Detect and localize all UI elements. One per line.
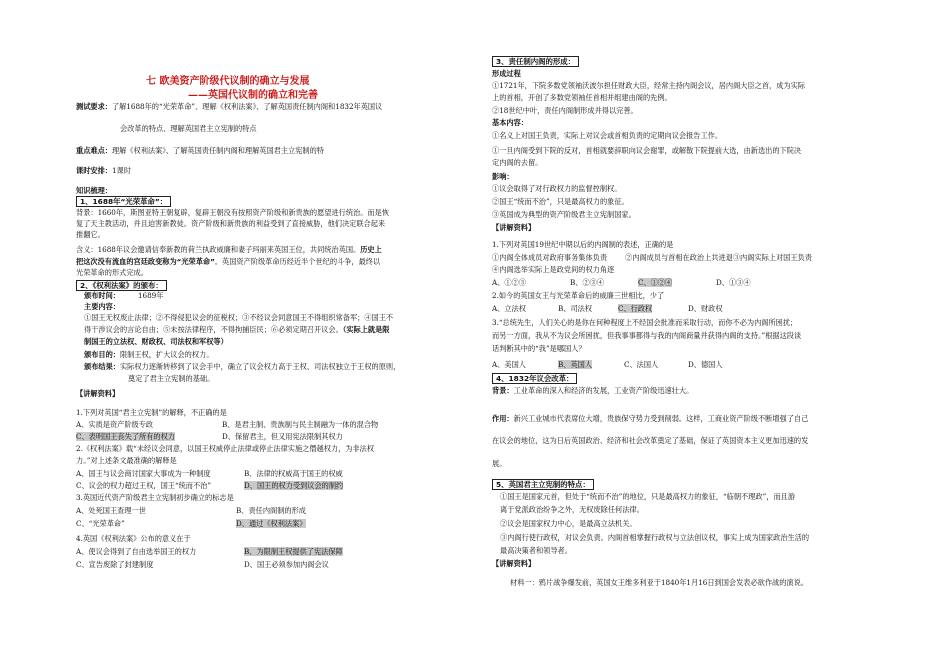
- s1-meaning-3: 光荣革命的形式完成。: [76, 268, 148, 277]
- q3-option-a: A、处死国王查理一世: [76, 506, 146, 515]
- r1-option-a: A、①②③: [492, 278, 526, 287]
- q1-option-b: B、是君主制、贵族制与民主制融为一体的混合物: [222, 420, 379, 429]
- s4-background: 背景：工业革命的深入和经济的发展，工业资产阶级迅速壮大。: [492, 386, 694, 395]
- q3-option-b: B、责任内阁制的形成: [236, 506, 306, 515]
- q3-option-d: D、通过《权利法案》: [236, 519, 307, 528]
- section-5-heading: 5、英国君主立宪制的特点：: [492, 479, 594, 490]
- q4-option-b: B、为限制王权提供了宪法保障: [244, 547, 343, 556]
- r1-item-4: ④内阁选举实际上是政党间的权力角逐: [492, 265, 615, 274]
- s3-influence-1: ①议会取得了对行政权力的监督控制权。: [492, 184, 622, 193]
- r1-items: ①内阁全体成员对政府事务集体负责 ②内阁成员与首相在政治上共进退③内阁实际上对国王负责: [492, 253, 812, 262]
- q1-option-d: D、保留君主，但又用宪法限制其权力: [222, 432, 343, 441]
- section-3-heading: 3、责任制内阁的形成：: [492, 56, 579, 67]
- s5-point-1: ①国王是国家元首，但处于“统而不治”的地位，只是最高权力的象征，“临朝不理政”，而且游: [500, 492, 796, 501]
- explain-heading: 【讲解资料】: [76, 389, 120, 398]
- s2-time: 颁布时间： 1689年: [84, 291, 164, 300]
- q3-stem: 3.英国近代资产阶级君主立宪制初步确立的标志是: [76, 493, 234, 502]
- r3-stem-3: 话判断其中的“我”是哪国人？: [492, 344, 586, 353]
- s1-background-1: 背景：1660年，斯图亚特王朝复辟，复辟王朝没有按照资产阶级和新贵族的愿望进行统治。而是恢: [76, 208, 389, 217]
- s3-basic-3: 定内阁的去留。: [492, 158, 543, 167]
- r2-option-d: D、财政权: [688, 304, 723, 313]
- s4-effect-2: 在议会的地位，这为日后英国政治、经济和社会改革奠定了基础，保证了英国资本主义更加迅速的发: [492, 436, 809, 445]
- class-hours: 课时安排：1课时: [76, 166, 131, 175]
- r3-stem-2: 而另一方面，我从不为议会所困扰，但我事事都得与我的内阁商量并获得内阁的支持。”根据这段谈: [492, 331, 802, 340]
- r2-stem: 2.如今的英国女王与光荣革命后的威廉三世相比，少了: [492, 291, 665, 300]
- q1-option-c: C、表明国王丧失了所有的权力: [76, 432, 175, 441]
- key-points: 重点难点：理解《权利法案》、了解英国责任制内阁和理解英国君主立宪制的特: [76, 146, 324, 155]
- s4-effect-1: 作用：新兴工业城市代表席位大增，贵族保守势力受到削弱。这样，工商业资产阶级不断增强了自己: [492, 414, 809, 423]
- q4-stem: 4.英国《权利法案》公布的意义在于: [76, 534, 191, 543]
- s3-basic-2: ①一旦内阁受到下院的反对，首相就要辞职向议会谢罪，或解散下院提前大选，由新选出的下院决: [492, 146, 802, 155]
- q2-stem-2: 力。”对上述条文最准确的解释是: [76, 456, 177, 465]
- s1-background-3: 推翻它。: [76, 230, 105, 239]
- explain-heading-3: 【讲解资料】: [492, 559, 536, 568]
- r2-option-b: B、司法权: [558, 304, 593, 313]
- s5-point-3: ③内阁行使行政权，对议会负责。内阁首相掌握行政权与立法创议权，事实上成为国家政治生活的: [500, 533, 810, 542]
- r2-option-c: C、行政权: [618, 304, 653, 313]
- q4-option-a: A、使议会得到了自由选举国王的权力: [76, 547, 197, 556]
- s2-content-1: ①国王无权废止法律；②不得侵犯议会的征税权；③不经议会同意国王不得组织常备军；④国王不: [84, 313, 394, 322]
- r3-stem-1: 3.“总统先生，人们关心的是你在何种程度上不经国会批准而采取行动，而你不必为内阁所困扰；: [492, 318, 798, 327]
- r1-option-c: C、①②④: [638, 278, 673, 287]
- r3-option-a: A、美国人: [492, 360, 526, 369]
- s1-meaning-1: 含义：1688年议会邀请信奉新教的荷兰执政威廉和妻子玛丽来英国王位，共同统治英国。历史上: [76, 245, 382, 254]
- r3-option-d: D、德国人: [688, 360, 723, 369]
- q2-option-d: D、国王的权力受到议会的制约: [244, 481, 344, 490]
- s2-goal: 颁布目的：限制王权，扩大议会的权力。: [84, 350, 214, 359]
- s3-basic-1: ①名义上对国王负责，实际上对议会或首相负责的定期向议会报告工作。: [492, 131, 723, 140]
- s2-content-label: 主要内容：: [84, 302, 120, 311]
- section-4-heading: 4、1832年议会改革：: [492, 373, 577, 384]
- requirements: 测试要求：了解1688年的“光荣革命”、理解《权利法案》、了解英国责任制内阁和1832年英国议: [76, 102, 383, 111]
- r1-option-d: D、①③④: [716, 278, 751, 287]
- s3-basic-label: 基本内容：: [492, 118, 528, 127]
- s5-point-1-cont: 离于党派政治纷争之外，无权废除任何法律。: [500, 505, 644, 514]
- s2-result-1: 颁布结果：实际权力逐渐转移到了议会手中，确立了议会权力高于王权、司法权独立于王权的原则，: [84, 362, 401, 371]
- section-1-heading: 1、1688年“光荣革命”：: [76, 196, 171, 207]
- s3-formation-1: ①1721年，下院多数党领袖沃波尔担任财政大臣，经常主持内阁会议，居内阁大臣之首，成为实际: [492, 81, 805, 90]
- q2-option-b: B、法律的权威高于国王的权威: [244, 469, 343, 478]
- s1-meaning-2: 把这次没有流血的宫廷政变称为“光荣革命”。英国资产阶级革命历经近半个世纪的斗争，最终以: [76, 257, 381, 266]
- page-title: 七 欧美资产阶级代议制的确立与发展: [146, 76, 310, 87]
- s3-formation-label: 形成过程: [492, 69, 521, 78]
- q1-option-a: A、实质是资产阶级专政: [76, 420, 154, 429]
- r3-option-b: B、英国人: [558, 360, 593, 369]
- q3-option-c: C、“光荣革命”: [76, 519, 125, 528]
- s3-influence-3: ③英国成为典型的资产阶级君主立宪制国家。: [492, 210, 636, 219]
- q2-option-c: C、议会的权力超过王权，国王“统而不治”: [76, 481, 212, 490]
- knowledge-heading: 知识梳理：: [76, 186, 112, 195]
- material-1: 材料一：鸦片战争爆发前，英国女王维多利亚于1840年1月16日到国会发表必欲作战的演说。: [510, 578, 808, 587]
- s2-content-3: 制国王的立法权、财政权、司法权和军权等）: [84, 337, 228, 346]
- s3-formation-3: ②18世纪中叶，责任内阁制形成并得以完善。: [492, 106, 638, 115]
- q1-stem: 1.下列对英国“君主立宪制”的解释，不正确的是: [76, 408, 227, 417]
- page-subtitle: ——英国代议制的确立和完善: [188, 90, 318, 101]
- q4-option-d: D、国王必须参加内阁会议: [244, 560, 329, 569]
- s3-formation-2: 上的首相，开创了多数党领袖任首相并组建由阁的先例。: [492, 93, 672, 102]
- explain-heading-2: 【讲解资料】: [492, 223, 536, 232]
- section-2-heading: 2、《权利法案》的颁布：: [76, 280, 167, 291]
- q4-option-c: C、宣告废除了封建制度: [76, 560, 154, 569]
- r1-stem: 1.下列对英国19世纪中期以后的内阁制的表述，正确的是: [492, 240, 674, 249]
- q2-option-a: A、国王与议会商讨国家大事成为一种制度: [76, 469, 211, 478]
- requirements-cont: 会改革的特点、理解英国君主立宪制的特点: [120, 124, 257, 133]
- s3-influence-label: 影响：: [492, 172, 514, 181]
- q2-stem-1: 2.《权利法案》载“未经议会同意，以国王权威停止法律或停止法律实施之僭越权力，为非法权: [76, 444, 375, 453]
- r2-option-a: A、立法权: [492, 304, 526, 313]
- r3-option-c: C、法国人: [624, 360, 659, 369]
- s3-influence-2: ②国王“统而不治”，只是最高权力的象征。: [492, 197, 629, 206]
- r1-option-b: B、②③④: [570, 278, 605, 287]
- s5-point-3-cont: 最高决策者和领导者。: [500, 546, 572, 555]
- s2-content-2: 得干涉议会的言论自由；⑤未按法律程序，不得拘捕臣民；⑥必须定期召开议会。（实际上就是限: [84, 325, 390, 334]
- s1-background-2: 复了天主教活动，并且迫害新教徒。资产阶级和新贵族的利益受到了直接威胁，他们决定联合起来: [76, 219, 386, 228]
- s2-result-2: 奠定了君主立宪制的基础。: [128, 374, 215, 383]
- s5-point-2: ②议会是国家权力中心，是最高立法机关。: [500, 519, 637, 528]
- s4-effect-3: 展。: [492, 459, 507, 468]
